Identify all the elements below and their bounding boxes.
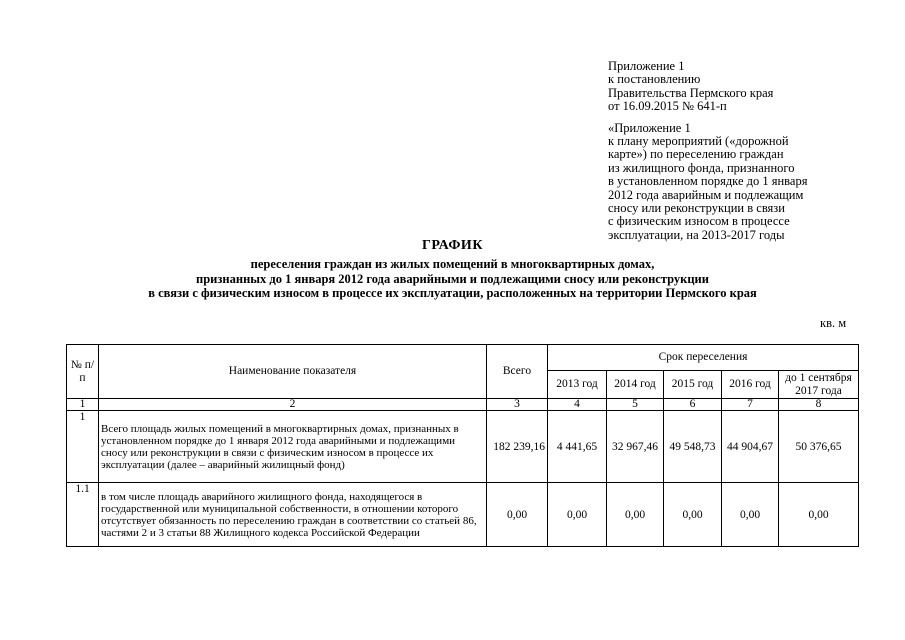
header-row bbox=[67, 345, 859, 371]
table-row bbox=[67, 411, 859, 483]
header-year: 2013 год bbox=[548, 371, 607, 399]
annex-line: эксплуатации, на 2013-2017 годы bbox=[608, 227, 785, 242]
subtitle-line: переселения граждан из жилых помещений в многоквартирных домах, bbox=[250, 257, 655, 271]
row-number: 1.1 bbox=[67, 483, 99, 547]
header-period: Срок переселения bbox=[548, 345, 859, 371]
subtitle-line: в связи с физическим износом в процессе их эксплуатации, расположенных на территории Пермского края bbox=[148, 286, 757, 300]
column-number: 5 bbox=[607, 399, 664, 411]
subtitle-line: признанных до 1 января 2012 года аварийными и подлежащими сносу или реконструкции bbox=[196, 271, 709, 286]
annex-line: Приложение 1 bbox=[608, 59, 685, 73]
annex-line: с физическим износом в процессе bbox=[608, 214, 790, 229]
annex-line: к постановлению bbox=[608, 72, 701, 87]
row-value: 32 967,46 bbox=[607, 411, 664, 483]
row-name: Всего площадь жилых помещений в многоквартирных домах, признанных в установленном порядке до 1 января 2012 года аварийными и подлежащими сносу или реконструкции в связи с физическим износом в процессе их эксплуатации (далее – аварийный жилищный фонд) bbox=[99, 411, 487, 483]
header-year: 2015 год bbox=[664, 371, 722, 399]
row-value-total: 182 239,16 bbox=[487, 411, 548, 483]
row-value: 50 376,65 bbox=[779, 411, 859, 483]
row-value: 0,00 bbox=[548, 483, 607, 547]
header-year: до 1 сентября 2017 года bbox=[779, 371, 859, 399]
annex-line: «Приложение 1 bbox=[608, 120, 691, 135]
table-row bbox=[67, 483, 859, 547]
annex-line: карте») по переселению граждан bbox=[608, 147, 784, 162]
units-label: кв. м bbox=[820, 316, 847, 330]
header-year: 2016 год bbox=[722, 371, 779, 399]
column-number: 8 bbox=[779, 399, 859, 411]
header-total: Всего bbox=[487, 345, 548, 399]
column-number: 6 bbox=[664, 399, 722, 411]
row-name: в том числе площадь аварийного жилищного фонда, находящегося в государственной или муниципальной собственности, в отношении которого отсутствует обязанность по переселению граждан в соответствии со статьей 86, частями 2 и 3 статьи 88 Жилищного кодекса Российской Федерации bbox=[99, 483, 487, 547]
row-number: 1 bbox=[67, 411, 99, 483]
annex-line: Правительства Пермского края bbox=[608, 85, 774, 100]
annex-line: из жилищного фонда, признанного bbox=[608, 160, 795, 175]
header-year: 2014 год bbox=[607, 371, 664, 399]
row-value: 0,00 bbox=[779, 483, 859, 547]
row-value: 49 548,73 bbox=[664, 411, 722, 483]
document-subtitle bbox=[40, 257, 865, 301]
row-value: 4 441,65 bbox=[548, 411, 607, 483]
relocation-schedule-table bbox=[66, 344, 859, 547]
annex-line: 2012 года аварийным и подлежащим bbox=[608, 187, 804, 202]
row-value: 0,00 bbox=[722, 483, 779, 547]
annex-part-1 bbox=[608, 60, 883, 114]
row-value-total: 0,00 bbox=[487, 483, 548, 547]
annex-line: к плану мероприятий («дорожной bbox=[608, 134, 789, 149]
document-title: ГРАФИК bbox=[422, 238, 483, 253]
column-numbers-row bbox=[67, 399, 859, 411]
annex-block bbox=[608, 60, 883, 242]
header-num: № п/п bbox=[67, 345, 99, 399]
annex-line: от 16.09.2015 № 641-п bbox=[608, 99, 727, 114]
row-value: 0,00 bbox=[664, 483, 722, 547]
column-number: 1 bbox=[67, 399, 99, 411]
row-value: 44 904,67 bbox=[722, 411, 779, 483]
header-name: Наименование показателя bbox=[99, 345, 487, 399]
column-number: 3 bbox=[487, 399, 548, 411]
annex-line: сносу или реконструкции в связи bbox=[608, 201, 785, 216]
column-number: 2 bbox=[99, 399, 487, 411]
column-number: 7 bbox=[722, 399, 779, 411]
annex-line: в установленном порядке до 1 января bbox=[608, 174, 808, 189]
column-number: 4 bbox=[548, 399, 607, 411]
annex-part-2 bbox=[608, 122, 883, 243]
row-value: 0,00 bbox=[607, 483, 664, 547]
